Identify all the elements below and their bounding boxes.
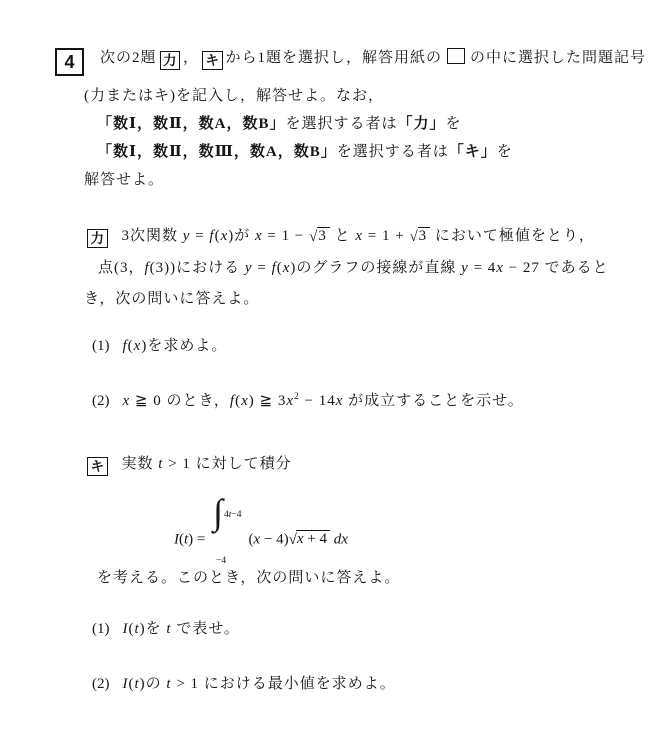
- math-segment: − 14: [299, 393, 336, 409]
- math-segment: を: [445, 116, 462, 132]
- math-segment: t: [184, 531, 189, 548]
- math-segment: )を求めよ。: [141, 338, 228, 354]
- math-segment: I: [122, 676, 129, 692]
- math-segment: と: [329, 228, 356, 244]
- superscript: 2: [294, 392, 300, 402]
- radicand: [317, 227, 330, 246]
- ka-choice-box: 力: [160, 51, 181, 70]
- ki-statement-line-2: を考える。このとき，次の問いに答えよ。: [97, 570, 401, 586]
- radical-sign-icon: √: [288, 531, 297, 548]
- ka-statement-line-3: き，次の問いに答えよ。: [84, 291, 260, 307]
- math-segment: (: [248, 531, 254, 548]
- math-segment: y: [182, 228, 191, 244]
- math-segment: を: [496, 144, 513, 160]
- integral-upper-limit: [224, 492, 242, 538]
- math-segment: x: [253, 531, 261, 548]
- math-segment: x: [122, 393, 131, 409]
- math-segment: > 1 に対して積分: [163, 456, 292, 472]
- ka-question-1: [92, 334, 227, 355]
- intro-line-1: [55, 46, 646, 76]
- math-segment: t: [166, 621, 172, 637]
- ki-question-2-body: [123, 676, 396, 692]
- ki-choice-box: キ: [202, 51, 223, 70]
- ki-problem-label-box: キ: [87, 457, 108, 476]
- math-segment: x: [355, 228, 364, 244]
- intro-line-5: 解答せよ。: [84, 172, 165, 188]
- math-segment: が成立することを示せ。: [343, 393, 524, 409]
- intro-line-4: [97, 140, 513, 161]
- math-segment: 「数Ⅰ，数Ⅱ，数Ⅲ，数A，数B」: [97, 144, 337, 160]
- intro-line-3: [97, 112, 462, 133]
- ka-question-2-body: [123, 393, 524, 409]
- math-segment: = 4: [468, 260, 497, 276]
- math-segment: (: [214, 228, 221, 244]
- square-root: [409, 227, 430, 246]
- math-segment: 「力」: [397, 116, 446, 132]
- math-segment: 「数Ⅰ，数Ⅱ，数A，数B」: [97, 116, 286, 132]
- math-segment: y: [244, 260, 253, 276]
- math-segment: x: [296, 531, 304, 548]
- math-segment: (: [235, 393, 242, 409]
- math-segment: )のグラフの接線が直線: [290, 260, 462, 276]
- math-segment: )の: [139, 676, 167, 692]
- ki-statement-line-1: [84, 452, 292, 476]
- math-segment: f: [229, 393, 236, 409]
- ka-statement-line-2: [98, 256, 609, 277]
- math-segment: )を: [139, 621, 167, 637]
- math-segment: x: [286, 393, 294, 409]
- math-segment: t: [158, 456, 164, 472]
- math-segment: y: [461, 260, 469, 276]
- radicand: [296, 530, 330, 549]
- math-segment: −4: [231, 510, 242, 520]
- math-segment: t: [228, 510, 232, 520]
- math-segment: x: [282, 260, 291, 276]
- ka-question-1-number: (1): [92, 338, 110, 354]
- radical-sign-icon: √: [409, 228, 419, 245]
- math-segment: t: [134, 676, 140, 692]
- ka-question-1-body: [123, 338, 228, 354]
- ka-question-2: [92, 389, 524, 410]
- math-segment: 3: [418, 228, 428, 244]
- math-segment: 実数: [121, 456, 159, 472]
- math-segment: dx: [333, 531, 348, 548]
- math-segment: 3次関数: [121, 228, 183, 244]
- math-segment: x: [220, 228, 229, 244]
- square-root: [289, 516, 330, 562]
- radical-sign-icon: √: [309, 228, 319, 245]
- intro-line-2: (力またはキ)を記入し，解答せよ。なお，: [84, 88, 384, 104]
- math-segment: で表せ。: [171, 621, 240, 637]
- math-segment: (: [276, 260, 283, 276]
- math-segment: 4: [224, 510, 229, 520]
- math-segment: (: [128, 676, 135, 692]
- math-segment: = 1 +: [363, 228, 410, 244]
- intro-line-1-text-c: の中に選択した問題記号: [470, 50, 647, 66]
- math-segment: (: [127, 338, 134, 354]
- math-segment: (: [128, 621, 135, 637]
- ki-statement-1-math: [122, 456, 292, 472]
- math-segment: I: [174, 531, 179, 548]
- math-segment: を選択する者は: [285, 116, 398, 132]
- math-segment: を選択する者は: [336, 144, 449, 160]
- math-segment: f: [209, 228, 215, 244]
- math-segment: 点(3，: [98, 260, 145, 276]
- math-segment: t: [166, 676, 172, 692]
- math-segment: − 27 であると: [503, 260, 609, 276]
- ki-question-1-body: [123, 621, 240, 637]
- math-segment: ) ≧ 3: [248, 393, 287, 409]
- math-segment: f: [122, 338, 128, 354]
- ki-question-1-number: (1): [92, 621, 110, 637]
- ki-question-2-number: (2): [92, 676, 110, 692]
- ki-question-2: [92, 672, 396, 693]
- intro-line-1-comma: ，: [183, 50, 200, 66]
- answer-mark-box: [447, 48, 465, 64]
- math-segment: f: [144, 260, 150, 276]
- math-segment: =: [190, 228, 210, 244]
- math-segment: x: [496, 260, 504, 276]
- ka-statement-1-math: [122, 228, 595, 244]
- problem-number-box: 4: [55, 48, 84, 76]
- ka-statement-line-1: [84, 224, 595, 248]
- ka-question-2-number: (2): [92, 393, 110, 409]
- ki-question-1: [92, 617, 240, 638]
- math-segment: f: [271, 260, 277, 276]
- math-segment: (: [179, 531, 184, 548]
- math-segment: x: [255, 228, 263, 244]
- math-segment: −4: [216, 556, 227, 566]
- math-segment: ) =: [188, 531, 210, 548]
- intro-line-1-text-b: から1題を選択し，解答用紙の: [225, 50, 443, 66]
- math-segment: t: [134, 621, 140, 637]
- math-segment: 「キ」: [448, 144, 497, 160]
- math-segment: − 4): [260, 531, 289, 548]
- math-segment: において極値をとり，: [430, 228, 595, 244]
- math-segment: > 1 における最小値を求めよ。: [171, 676, 396, 692]
- radicand: [418, 227, 431, 246]
- math-segment: + 4: [303, 531, 328, 548]
- math-segment: x: [133, 338, 142, 354]
- math-segment: x: [241, 393, 249, 409]
- integral-sign-icon: ∫: [213, 492, 224, 532]
- math-segment: x: [335, 393, 344, 409]
- square-root: [309, 227, 330, 246]
- math-segment: (3))における: [149, 260, 245, 276]
- math-segment: )が: [228, 228, 255, 244]
- math-segment: = 1 −: [262, 228, 310, 244]
- math-segment: =: [252, 260, 272, 276]
- math-segment: ≧ 0 のとき，: [130, 393, 230, 409]
- math-segment: I: [122, 621, 129, 637]
- ka-problem-label-box: 力: [87, 229, 108, 248]
- intro-line-1-text-a: 次の2題: [100, 50, 157, 66]
- math-segment: 3: [318, 228, 327, 244]
